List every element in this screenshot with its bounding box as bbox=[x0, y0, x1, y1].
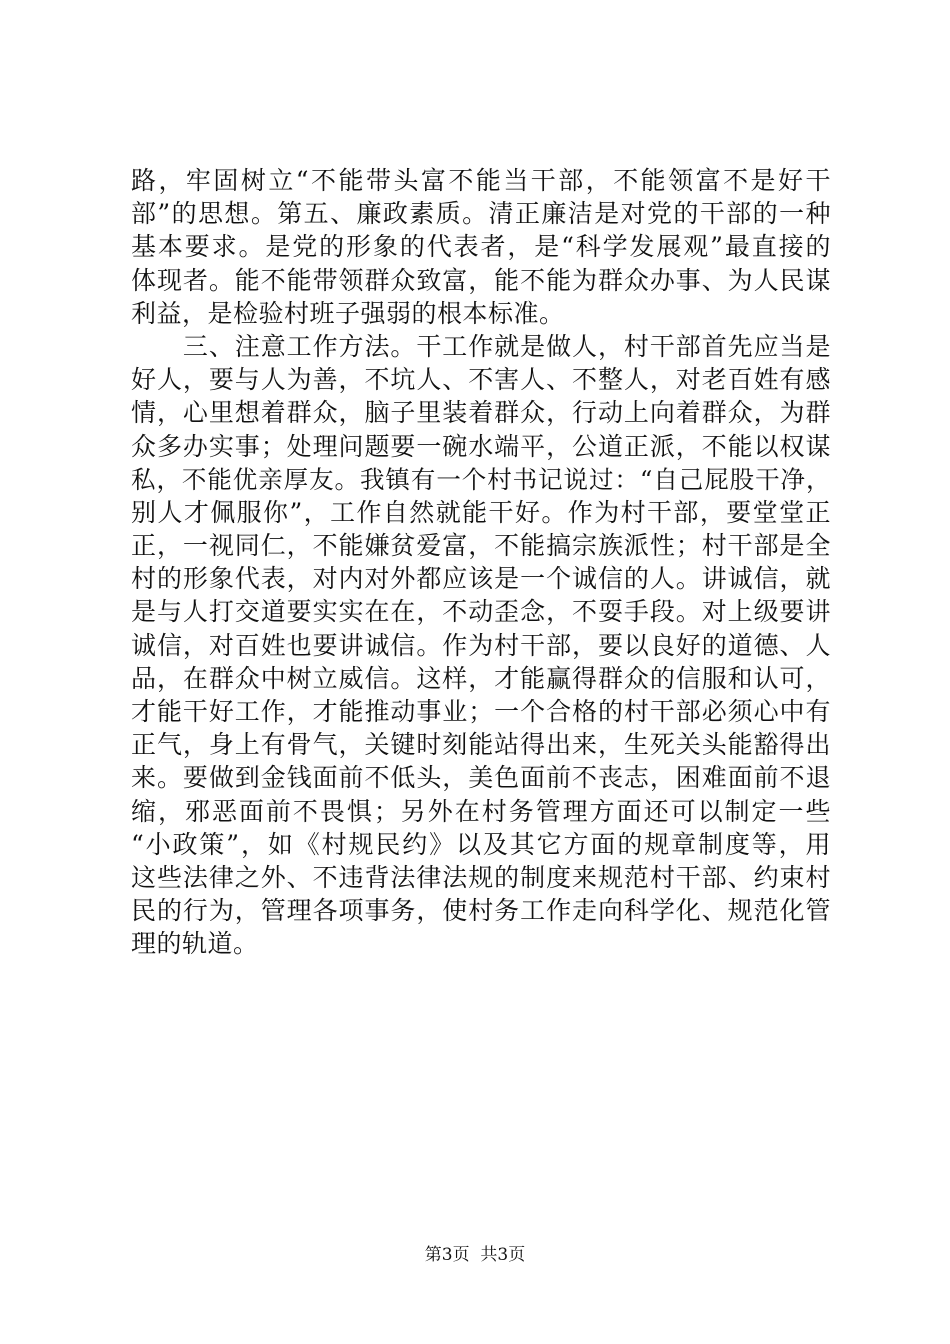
page-number-label: 第3页 共3页 bbox=[424, 1245, 526, 1265]
text-line: 部”的思想。第五、廉政素质。清正廉洁是对党的干部的一种 bbox=[131, 199, 831, 229]
text-line: 利益，是检验村班子强弱的根本标准。 bbox=[131, 298, 565, 328]
text-line: 好人，要与人为善，不坑人、不害人、不整人，对老百姓有感 bbox=[131, 365, 831, 395]
text-line: 才能干好工作，才能推动事业；一个合格的村干部必须心中有 bbox=[131, 697, 831, 726]
text-line: 民的行为，管理各项事务，使村务工作走向科学化、规范化管 bbox=[131, 896, 831, 926]
page-footer bbox=[0, 1243, 950, 1267]
text-line: 三、注意工作方法。干工作就是做人，村干部首先应当是 bbox=[131, 331, 831, 361]
text-line: “小政策”，如《村规民约》以及其它方面的规章制度等，用 bbox=[131, 829, 831, 859]
text-line: 这些法律之外、不违背法律法规的制度来规范村干部、约束村 bbox=[131, 862, 831, 892]
text-line: 村的形象代表，对内对外都应该是一个诚信的人。讲诚信，就 bbox=[131, 564, 831, 594]
text-line: 路，牢固树立“不能带头富不能当干部，不能领富不是好干 bbox=[131, 166, 831, 195]
text-line: 正气，身上有骨气，关键时刻能站得出来，生死关头能豁得出 bbox=[131, 730, 831, 760]
text-line: 体现者。能不能带领群众致富，能不能为群众办事、为人民谋 bbox=[131, 265, 831, 295]
text-line: 正，一视同仁，不能嫌贫爱富，不能搞宗族派性；村干部是全 bbox=[131, 531, 831, 561]
text-line: 别人才佩服你”，工作自然就能干好。作为村干部，要堂堂正 bbox=[131, 497, 831, 527]
text-line: 诚信，对百姓也要讲诚信。作为村干部，要以良好的道德、人 bbox=[131, 630, 831, 660]
text-line: 理的轨道。 bbox=[131, 929, 259, 959]
text-line: 基本要求。是党的形象的代表者，是“科学发展观”最直接的 bbox=[131, 232, 831, 262]
body-text bbox=[131, 164, 831, 961]
text-line: 情，心里想着群众，脑子里装着群众，行动上向着群众，为群 bbox=[131, 398, 831, 428]
text-line: 众多办实事；处理问题要一碗水端平，公道正派，不能以权谋 bbox=[131, 431, 831, 461]
text-line: 来。要做到金钱面前不低头，美色面前不丧志，困难面前不退 bbox=[131, 763, 831, 793]
text-line: 缩，邪恶面前不畏惧；另外在村务管理方面还可以制定一些 bbox=[131, 796, 831, 826]
text-line: 品，在群众中树立威信。这样，才能赢得群众的信服和认可， bbox=[131, 663, 831, 693]
text-line: 私，不能优亲厚友。我镇有一个村书记说过：“自己屁股干净， bbox=[131, 464, 831, 494]
text-line: 是与人打交道要实实在在，不动歪念，不耍手段。对上级要讲 bbox=[131, 597, 831, 627]
